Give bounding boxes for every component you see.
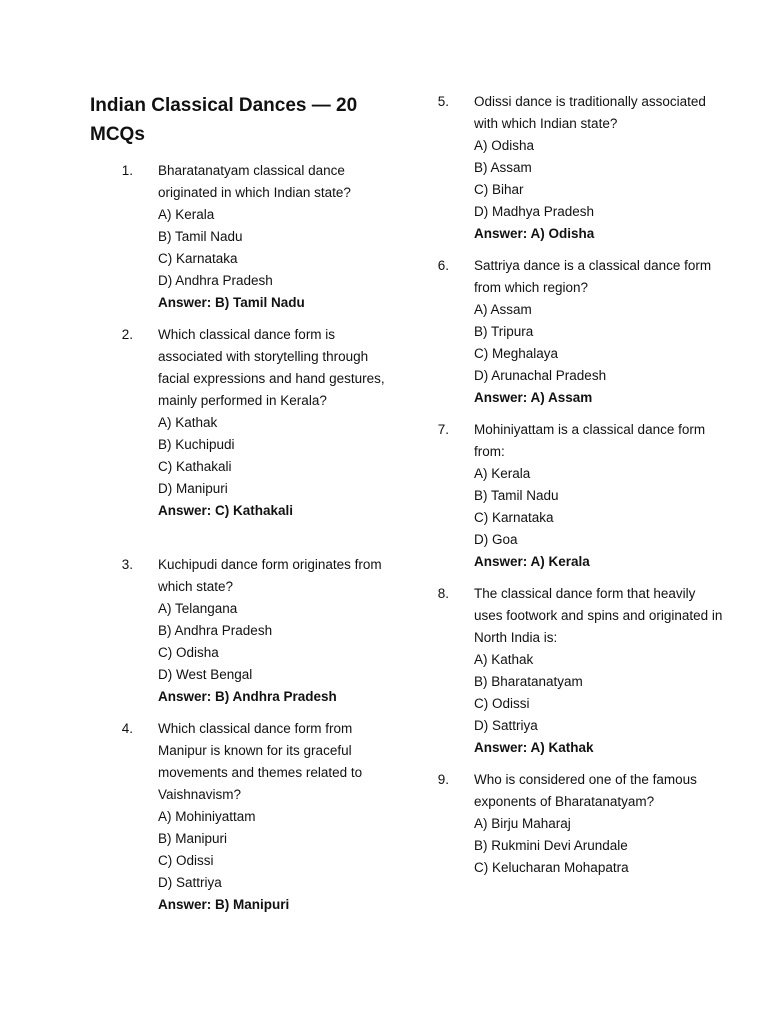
question-number: 7.	[437, 422, 449, 437]
question-item	[429, 583, 724, 759]
question-body	[474, 255, 724, 409]
correct-answer: Answer: A) Kerala	[474, 554, 590, 569]
question-item	[429, 419, 724, 573]
question-text: Which classical dance form is associated with storytelling through facial expressions and hand gestures, mainly performed in Kerala?	[158, 327, 385, 408]
question-body	[474, 769, 724, 879]
question-text: Odissi dance is traditionally associated with which Indian state?	[474, 94, 706, 131]
answer-option: A) Kathak	[158, 415, 218, 430]
answer-option: C) Karnataka	[474, 510, 554, 525]
answer-option: C) Kelucharan Mohapatra	[474, 860, 629, 875]
question-item	[113, 554, 398, 708]
question-body	[474, 419, 724, 573]
correct-answer: Answer: A) Odisha	[474, 226, 595, 241]
answer-option: C) Meghalaya	[474, 346, 559, 361]
answer-option: A) Birju Maharaj	[474, 816, 571, 831]
question-body	[158, 718, 398, 916]
answer-option: C) Kathakali	[158, 459, 232, 474]
answer-option: A) Kerala	[474, 466, 531, 481]
answer-option: B) Andhra Pradesh	[158, 623, 273, 638]
correct-answer: Answer: B) Manipuri	[158, 897, 290, 912]
question-number: 4.	[121, 721, 133, 736]
correct-answer: Answer: B) Tamil Nadu	[158, 295, 305, 310]
question-text: Mohiniyattam is a classical dance form from:	[474, 422, 706, 459]
correct-answer: Answer: A) Kathak	[474, 740, 594, 755]
question-text: Kuchipudi dance form originates from which state?	[158, 557, 382, 594]
answer-option: C) Odissi	[474, 696, 530, 711]
question-item	[429, 769, 724, 879]
answer-option: D) Andhra Pradesh	[158, 273, 273, 288]
question-item	[113, 324, 398, 522]
answer-option: B) Tamil Nadu	[158, 229, 243, 244]
question-text: Who is considered one of the famous exponents of Bharatanatyam?	[474, 772, 697, 809]
question-item	[429, 91, 724, 245]
answer-option: D) Madhya Pradesh	[474, 204, 595, 219]
correct-answer: Answer: C) Kathakali	[158, 503, 294, 518]
answer-option: D) West Bengal	[158, 667, 253, 682]
question-number: 6.	[437, 258, 449, 273]
answer-option: B) Kuchipudi	[158, 437, 235, 452]
correct-answer: Answer: B) Andhra Pradesh	[158, 689, 337, 704]
answer-option: B) Manipuri	[158, 831, 228, 846]
question-number: 1.	[121, 163, 133, 178]
answer-option: B) Assam	[474, 160, 532, 175]
answer-option: C) Odissi	[158, 853, 214, 868]
question-body	[158, 160, 398, 314]
answer-option: C) Karnataka	[158, 251, 238, 266]
correct-answer: Answer: A) Assam	[474, 390, 593, 405]
question-text: The classical dance form that heavily uses footwork and spins and originated in North India is:	[474, 586, 723, 645]
answer-option: D) Arunachal Pradesh	[474, 368, 607, 383]
answer-option: A) Assam	[474, 302, 532, 317]
answer-option: C) Bihar	[474, 182, 524, 197]
question-item	[429, 255, 724, 409]
answer-option: A) Odisha	[474, 138, 535, 153]
document-title: Indian Classical Dances — 20 MCQs	[90, 95, 358, 145]
question-body	[474, 583, 724, 759]
question-text: Which classical dance form from Manipur is known for its graceful movements and themes related to Vaishnavism?	[158, 721, 363, 802]
answer-option: A) Kerala	[158, 207, 215, 222]
question-number: 8.	[437, 586, 449, 601]
answer-option: D) Goa	[474, 532, 518, 547]
question-item	[113, 718, 398, 916]
question-number: 9.	[437, 772, 449, 787]
answer-option: D) Sattriya	[474, 718, 538, 733]
question-body	[474, 91, 724, 245]
answer-option: A) Kathak	[474, 652, 534, 667]
question-number: 3.	[121, 557, 133, 572]
answer-option: A) Telangana	[158, 601, 238, 616]
answer-option: A) Mohiniyattam	[158, 809, 256, 824]
answer-option: B) Rukmini Devi Arundale	[474, 838, 628, 853]
answer-option: B) Tamil Nadu	[474, 488, 559, 503]
question-body	[158, 554, 398, 708]
answer-option: B) Bharatanatyam	[474, 674, 583, 689]
answer-option: D) Manipuri	[158, 481, 228, 496]
question-item	[113, 160, 398, 314]
question-text: Sattriya dance is a classical dance form from which region?	[474, 258, 712, 295]
answer-option: B) Tripura	[474, 324, 534, 339]
answer-option: D) Sattriya	[158, 875, 222, 890]
question-text: Bharatanatyam classical dance originated in which Indian state?	[158, 163, 351, 200]
question-number: 2.	[121, 327, 133, 342]
question-body	[158, 324, 398, 522]
question-number: 5.	[437, 94, 449, 109]
answer-option: C) Odisha	[158, 645, 219, 660]
